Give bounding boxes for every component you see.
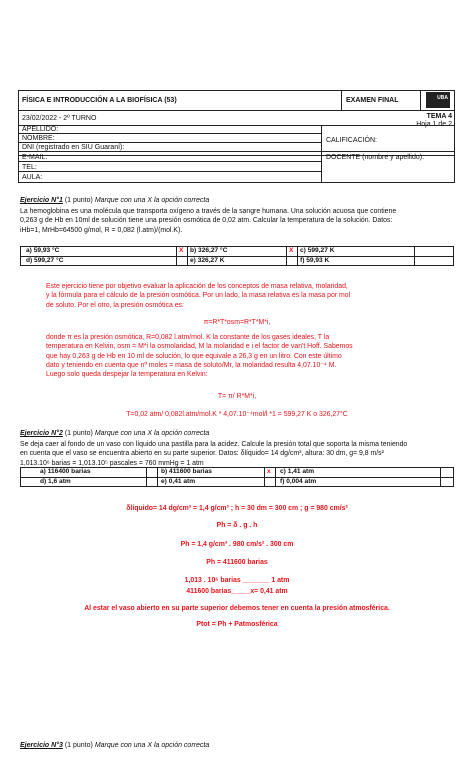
- ej2-option-d[interactable]: d) 1,6 atm: [40, 478, 71, 485]
- ej1-text: [20, 207, 396, 235]
- ej1-instruction: Marque con una X la opción correcta: [94, 197, 210, 204]
- field-nombre: NOMBRE:: [22, 135, 55, 142]
- ej2-title: Ejercicio N°2: [20, 430, 63, 437]
- hoja-label: Hoja 1 de 2: [416, 121, 452, 128]
- ej2-points: (1 punto): [64, 430, 93, 437]
- ej1-solution-body: [46, 333, 353, 379]
- ej2-mark-b[interactable]: x: [267, 468, 271, 475]
- ej1-text-line: iHb=1, MrHb=64500 g/mol, R = 0,082 (l.atm)/(mol.K).: [20, 226, 183, 234]
- ej2-solution-rule-2: 411600 barias_____x= 0,41 atm: [186, 588, 288, 595]
- field-apellido: APELLIDO:: [22, 126, 59, 133]
- ej1-option-e[interactable]: e) 326,27 K: [190, 257, 225, 264]
- field-tel: TEL:: [22, 164, 37, 171]
- ej2-solution-formula: Ph = δ . g . h: [216, 522, 258, 529]
- ej2-heading: [20, 430, 209, 437]
- ej2-solution-total: Ptot = Ph + Patmosférica: [196, 621, 278, 628]
- ej3-instruction: Marque con una X la opción correcta: [94, 742, 210, 749]
- ej1-option-c[interactable]: c) 599,27 K: [300, 247, 335, 254]
- ej2-solution-ph: Ph = 411600 barias: [206, 559, 268, 566]
- uba-logo-text: UBA: [437, 95, 448, 101]
- ej2-instruction: Marque con una X la opción correcta: [94, 430, 210, 437]
- course-title: FÍSICA E INTRODUCCIÓN A LA BIOFÍSICA (53): [22, 97, 177, 104]
- ej1-solution-line: que hay 0,263 g de Hb en 10 ml de solución, lo que equivale a 26,3 g en un litro. Con este último: [46, 352, 342, 360]
- ej2-solution-note: Al estar el vaso abierto en su parte superior debemos tener en cuenta la presión atmosférica.: [84, 605, 390, 612]
- ej2-option-a[interactable]: a) 116400 barias: [40, 468, 91, 475]
- ej2-option-f[interactable]: f) 0,004 atm: [280, 478, 317, 485]
- ej2-text: [20, 440, 407, 468]
- exam-type: EXAMEN FINAL: [346, 97, 399, 104]
- ej1-formula-osmotic: π=R*T*osm=R*T*M*i,: [203, 319, 271, 326]
- field-email: E-MAIL:: [22, 154, 48, 161]
- ej1-solution-line: Luego solo queda despejar la temperatura en Kelvin:: [46, 371, 208, 379]
- ej2-option-c[interactable]: c) 1,41 atm: [280, 468, 315, 475]
- calificacion-label: CALIFICACIÓN:: [326, 137, 377, 144]
- ej1-mark-b[interactable]: X: [289, 247, 294, 254]
- ej1-formula-result: T=0,02 atm/ 0,082l.atm/mol.K * 4,07.10⁻⁴mol/l *1 = 599,27 K o 326,27°C: [126, 411, 348, 418]
- ej1-title: Ejercicio N°1: [20, 197, 63, 204]
- ej1-option-a[interactable]: a) 59,93 °C: [26, 247, 60, 254]
- ej1-text-line: La hemoglobina es una molécula que transporta oxígeno a través de la sangre humana. Una solución acuosa que contiene: [20, 208, 397, 215]
- ej1-solution-line: de soluto. Por el otro, la presión osmótica es:: [46, 301, 184, 309]
- ej1-formula-temperature: T= π/ R*M*i,: [217, 393, 257, 400]
- uba-logo: [426, 92, 450, 108]
- ej2-option-e[interactable]: e) 0,41 atm: [161, 478, 196, 485]
- date-turn: 23/02/2022 - 2º TURNO: [22, 115, 97, 122]
- ej1-solution-line: dato y teniendo en cuenta que nº moles = masa de soluto/Mr, la molaridad resulta 4,07.10⁻⁴ M.: [46, 361, 337, 369]
- ej2-solution-rule-1: 1,013 . 10⁶ barias _______ 1 atm: [184, 577, 290, 584]
- tema-label: TEMA 4: [426, 113, 452, 120]
- field-aula: AULA:: [22, 174, 43, 181]
- field-dni: DNI (registrado en SIU Guaraní):: [22, 144, 125, 151]
- ej2-solution-substitution: Ph = 1,4 g/cm³ . 980 cm/s² . 300 cm: [180, 541, 294, 548]
- ej1-points: (1 punto): [64, 197, 93, 204]
- ej3-heading: [20, 742, 209, 749]
- ej3-title: Ejercicio N°3: [20, 742, 63, 749]
- ej1-solution-line: y la fórmula para el cálculo de la presión osmótica. Por un lado, la masa relativa es la masa por mol: [46, 292, 351, 300]
- ej1-mark-a[interactable]: X: [179, 247, 184, 254]
- ej1-solution-line: Este ejercicio tiene por objetivo evaluar la aplicación de los conceptos de masa relativa, molaridad,: [46, 283, 348, 290]
- ej1-solution-intro: [46, 282, 350, 310]
- docente-label: DOCENTE (nombre y apellido):: [326, 154, 425, 161]
- ej2-text-line: Se deja caer al fondo de un vaso con líquido una pastilla para la acidez. Calcule la presión total que soporta la misma teniendo: [20, 441, 408, 448]
- ej1-solution-line: donde π es la presión osmótica, R=0,082 l.atm/mol. K la constante de los gases ideales, T la: [46, 334, 330, 341]
- ej1-option-d[interactable]: d) 599,27 °C: [26, 257, 64, 264]
- ej3-points: (1 punto): [64, 742, 93, 749]
- ej2-solution-density: δlíquido= 14 dg/cm³ = 1,4 g/cm³ ; h = 30 dm = 300 cm ; g = 980 cm/s²: [126, 505, 348, 512]
- ej2-text-line: 1,013.10⁶ barias = 1,013.10⁵ pascales = 760 mmHg = 1 atm: [20, 459, 204, 467]
- ej1-option-f[interactable]: f) 59,93 K: [300, 257, 330, 264]
- ej1-text-line: 0,263 g de Hb en 10ml de solución tiene una presión osmótica de 0,02 atm. Calcular la temperatura de la solución. Datos:: [20, 217, 393, 225]
- ej1-option-b[interactable]: b) 326,27 °C: [190, 247, 228, 254]
- ej1-solution-line: temperatura en Kelvin, osm = M*i la osmolaridad, M la molaridad e i el factor de van't Hoff. Sabemos: [46, 343, 353, 351]
- ej1-heading: [20, 197, 209, 204]
- ej2-option-b[interactable]: b) 411600 barias: [161, 468, 212, 475]
- ej2-text-line: en cuenta que el vaso se encuentra abierto en su parte superior. Datos: δlíquido= 14 dg/cm³, altura: 30 dm, g= 9,8 m/s²: [20, 450, 384, 458]
